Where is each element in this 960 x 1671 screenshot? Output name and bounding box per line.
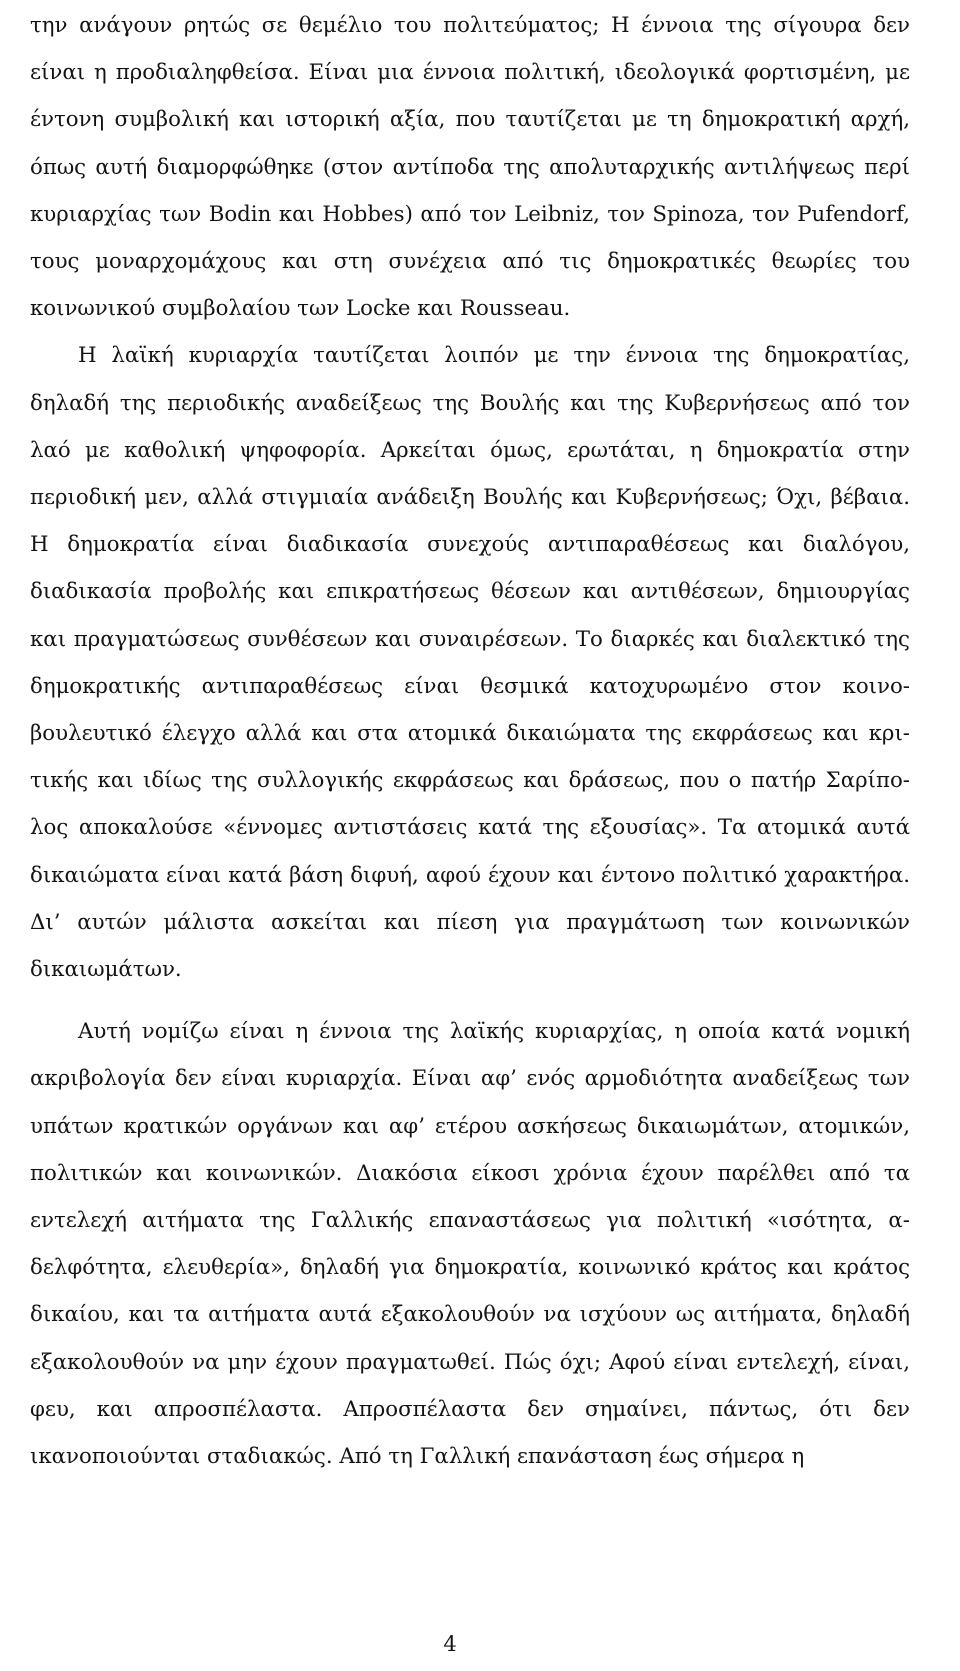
document-body bbox=[30, 2, 910, 1480]
paragraph-3: Αυτή νομίζω είναι η έννοια της λαϊκής κυριαρχίας, η οποία κατά νομική ακριβολογία δεν είναι κυριαρχία. Είναι αφ’ ενός αρμοδιότητα αναδείξεως των υπάτων κρατικών οργάνων και αφ’ ετέρου ασκήσεως δικαιωμάτων, ατομικών, πολιτικών και κοινωνικών. Διακόσια είκοσι χρόνια έχουν παρέλθει από τα εντελεχή αιτήματα της Γαλλικής επαναστάσεως για πολιτική «ισότητα, αδελφότητα, ελευθερία», δηλαδή για δημοκρατία, κοινωνικό κράτος και κράτος δικαίου, και τα αιτήματα αυτά εξακολουθούν να ισχύουν ως αιτήματα, δηλαδή εξακολουθούν να μην έχουν πραγματωθεί. Πώς όχι; Αφού είναι εντελεχή, είναι, φευ, και απροσπέλαστα. Απροσπέλαστα δεν σημαίνει, πάντως, ότι δεν ικανοποιούνται σταδιακώς. Από τη Γαλλική επανάσταση έως σήμερα η bbox=[30, 1019, 910, 1470]
paragraph-2: Η λαϊκή κυριαρχία ταυτίζεται λοιπόν με την έννοια της δημοκρατίας, δηλαδή της περιοδικής αναδείξεως της Βουλής και της Κυβερνήσεως από τον λαό με καθολική ψηφοφορία. Αρκείται όμως, ερωτάται, η δημοκρατία στην περιοδική μεν, αλλά στιγμιαία ανάδειξη Βουλής και Κυβερνήσεως; Όχι, βέβαια. Η δημοκρατία είναι διαδικασία συνεχούς αντιπαραθέσεως και διαλόγου, διαδικασία προβολής και επικρατήσεως θέσεων και αντιθέσεων, δημιουργίας και πραγματώσεως συνθέσεων και συναιρέσεων. Το διαρκές και διαλεκτικό της δημοκρατικής αντιπαραθέσεως είναι θεσμικά κατοχυρωμένο στον κοινοβουλευτικό έλεγχο αλλά και στα ατομικά δικαιώματα της εκφράσεως και κριτικής και ιδίως της συλλογικής εκφράσεως και δράσεως, που ο πατήρ Σαρίπολος αποκαλούσε «έννομες αντιστάσεις κατά της εξουσίας». Τα ατομικά αυτά δικαιώματα είναι κατά βάση διφυή, αφού έχουν και έντονο πολιτικό χαρακτήρα. Δι’ αυτών μάλιστα ασκείται και πίεση για πραγμάτωση των κοινωνικών δικαιωμάτων. bbox=[30, 343, 910, 983]
page-number: 4 bbox=[443, 1632, 457, 1656]
paragraph-1: την ανάγουν ρητώς σε θεμέλιο του πολιτεύματος; Η έννοια της σίγουρα δεν είναι η προδιαληφθείσα. Είναι μια έννοια πολιτική, ιδεολογικά φορτισμένη, με έντονη συμβολική και ιστορική αξία, που ταυτίζεται με τη δημοκρατική αρχή, όπως αυτή διαμορφώθηκε (στον αντίποδα της απολυταρχικής αντιλήψεως περί κυριαρχίας των Bodin και Hobbes) από τον Leibniz, τον Spinoza, τον Pufendorf, τους μοναρχομάχους και στη συνέχεια από τις δημοκρατικές θεωρίες του κοινωνικού συμβολαίου των Locke και Rousseau. bbox=[30, 13, 910, 322]
